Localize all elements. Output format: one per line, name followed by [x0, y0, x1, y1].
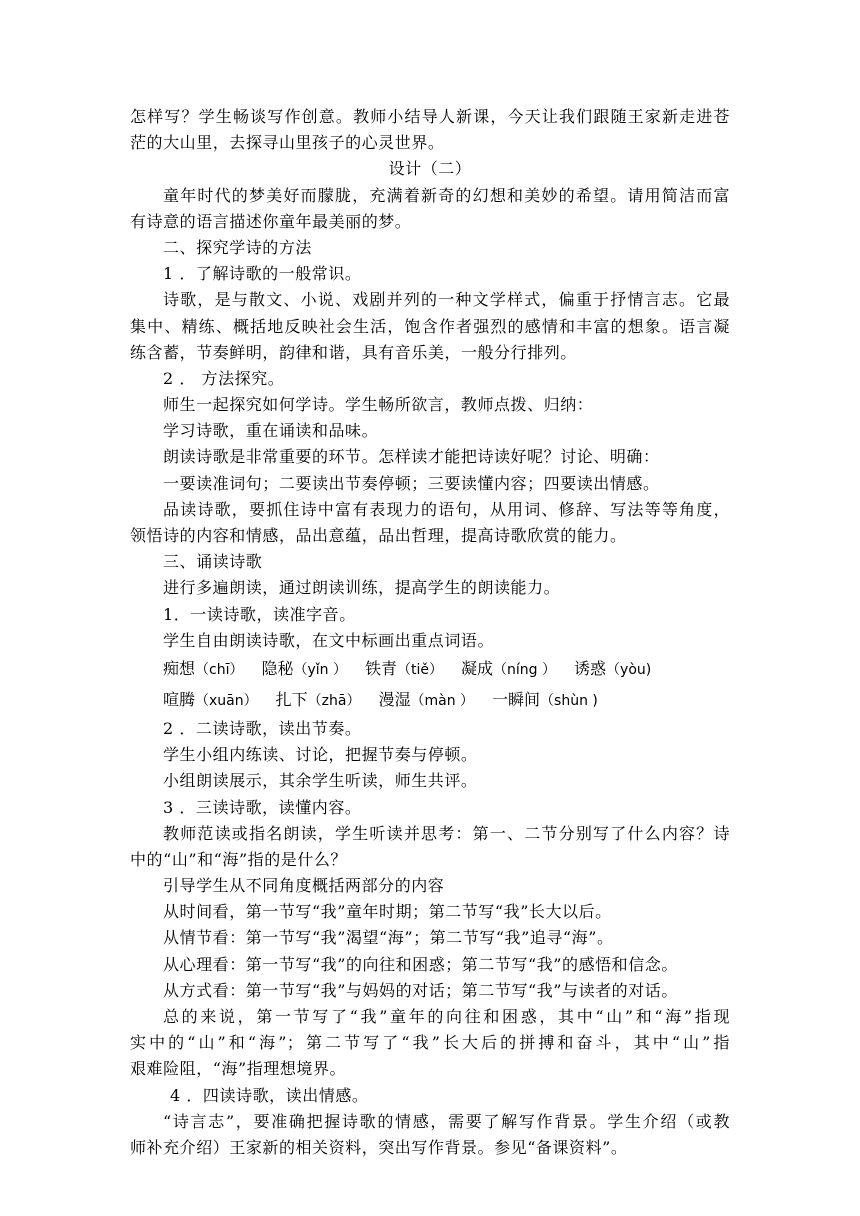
paragraph-line: 进行多遍朗读，通过朗读训练，提高学生的朗读能力。	[163, 578, 561, 598]
paragraph-line: 学习诗歌，重在诵读和品味。	[163, 421, 379, 441]
vocab-item	[163, 684, 258, 717]
paragraph-line: 学生小组内练读、讨论，把握节奏与停顿。	[163, 745, 478, 765]
vocab-item	[261, 653, 347, 686]
paragraph-line: 从心理看：第一节写“我”的向往和困惑；第二节写“我”的感悟和信念。	[163, 954, 678, 974]
paragraph-line: 从方式看：第一节写“我”与妈妈的对话；第二节写“我”与读者的对话。	[163, 980, 678, 1000]
subsection-heading: 2 ． 方法探究。	[163, 368, 285, 388]
vocab-word: 扎下	[275, 689, 308, 709]
paragraph-line: 师补充介绍）王家新的相关资料，突出写作背景。参见“备课资料”。	[130, 1137, 628, 1157]
paragraph-line: 从情节看：第一节写“我”渴望“海”；第二节写“我”追寻“海”。	[163, 928, 614, 948]
paragraph-line: 小组朗读展示，其余学生听读，师生共评。	[163, 771, 478, 791]
vocab-word: 铁青	[365, 658, 398, 678]
document-body	[130, 104, 730, 1161]
paragraph-line: 集中、精练、概括地反映社会生活，饱含作者强烈的感情和丰富的想象。语言凝	[130, 316, 730, 336]
paragraph-line: 怎样写？学生畅谈写作创意。教师小结导人新课，今天让我们跟随王家新走进苍	[130, 107, 730, 126]
section-heading: 三、诵读诗歌	[163, 552, 263, 572]
paragraph-line: 领悟诗的内容和情感，品出意蕴，品出哲理，提高诗歌欣赏的能力。	[130, 526, 627, 545]
paragraph-line: 教师范读或指名朗读，学生听读并思考：第一、二节分别写了什么内容？诗	[163, 823, 730, 843]
paragraph-line: 艰难险阻，“海”指理想境界。	[130, 1059, 347, 1079]
subsection-heading: 1 ．了解诗歌的一般常识。	[163, 264, 362, 284]
paragraph-line: 朗读诗歌是非常重要的环节。怎样读才能把诗读好呢？讨论、明确：	[163, 447, 660, 467]
vocab-word: 痴想	[163, 658, 196, 678]
vocab-row	[130, 685, 730, 716]
section-heading: 设计（二）	[388, 159, 472, 179]
paragraph-line: 中的“山”和“海”指的是什么？	[130, 849, 347, 869]
paragraph-line: 师生一起探究如何学诗。学生畅所欲言，教师点拨、归纳：	[163, 395, 594, 415]
vocab-item	[461, 653, 556, 686]
vocab-row	[130, 654, 730, 685]
vocab-pinyin: （níng ）	[493, 661, 557, 678]
subsection-heading: 1．一读诗歌，读准字音。	[163, 604, 356, 624]
paragraph-line: 从时间看，第一节写“我”童年时期；第二节写“我”长大以后。	[163, 902, 612, 922]
paragraph-line: 引导学生从不同角度概括两部分的内容	[163, 876, 445, 896]
vocab-word: 凝成	[461, 658, 494, 678]
vocab-item	[574, 653, 651, 686]
subsection-heading: 4 ．四读诗歌，读出情感。	[170, 1085, 369, 1105]
paragraph-line: 诗歌，是与散文、小说、戏剧并列的一种文学样式，偏重于抒情言志。它最	[163, 290, 730, 310]
vocab-pinyin: （zhā）	[307, 692, 361, 709]
vocab-item	[365, 653, 443, 686]
paragraph-line: 实中的“山”和“海”；第二节写了“我”长大后的拼搏和奋斗，其中“山”指	[130, 1033, 730, 1053]
paragraph-line: “诗言志”，要准确把握诗歌的情感，需要了解写作背景。学生介绍（或教	[163, 1111, 730, 1131]
vocab-pinyin: （chī）	[195, 661, 244, 678]
paragraph-line: 练含蓄，节奏鲜明，韵律和谐，具有音乐美，一般分行排列。	[130, 342, 577, 362]
vocab-word: 喧腾	[163, 689, 196, 709]
section-heading: 二、探究学诗的方法	[163, 237, 312, 257]
vocab-pinyin: （shùn )	[540, 692, 598, 709]
paragraph-line: 总的来说，第一节写了“我”童年的向往和困惑，其中“山”和“海”指现	[163, 1007, 730, 1026]
vocab-pinyin: （xuān）	[195, 692, 258, 709]
vocab-item	[276, 684, 361, 717]
paragraph-line: 一要读准词句；二要读出节奏停顿；三要读懂内容；四要读出情感。	[163, 473, 660, 493]
subsection-heading: 2 ．二读诗歌，读出节奏。	[163, 718, 362, 738]
vocab-word: 漫湿	[378, 689, 411, 709]
vocab-item	[492, 684, 598, 717]
vocab-item	[163, 653, 243, 686]
vocab-pinyin: （yǐn ）	[293, 661, 347, 678]
vocab-word: 一瞬间	[492, 689, 541, 709]
vocab-pinyin: （tiě）	[397, 661, 444, 678]
vocab-item	[378, 684, 474, 717]
vocab-word: 隐秘	[261, 658, 294, 678]
subsection-heading: 3 ．三读诗歌，读懂内容。	[163, 797, 362, 817]
paragraph-line: 有诗意的语言描述你童年最美丽的梦。	[130, 211, 412, 231]
paragraph-line: 学生自由朗读诗歌，在文中标画出重点词语。	[163, 630, 495, 650]
vocab-pinyin: （yòu)	[606, 661, 652, 678]
vocab-word: 诱惑	[574, 658, 607, 678]
vocab-pinyin: （màn ）	[410, 692, 475, 709]
paragraph-line: 品读诗歌，要抓住诗中富有表现力的语句，从用词、修辞、写法等等角度，	[163, 499, 730, 519]
paragraph-line: 茫的大山里，去探寻山里孩子的心灵世界。	[130, 133, 445, 153]
paragraph-line: 童年时代的梦美好而朦胧，充满着新奇的幻想和美妙的希望。请用简洁而富	[163, 185, 730, 205]
